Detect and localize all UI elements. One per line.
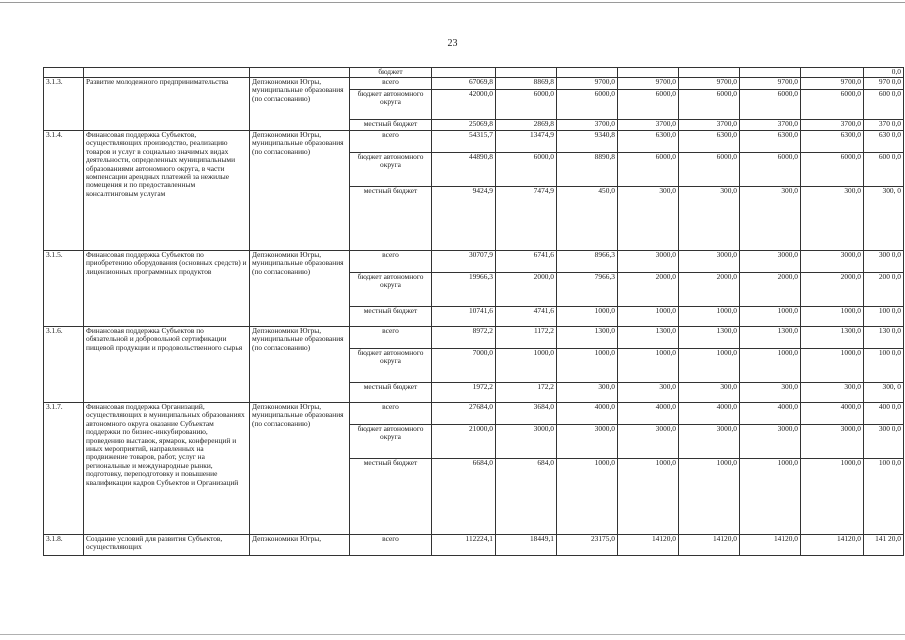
- value-cell: 300,0: [801, 383, 864, 403]
- value-cell: 23175,0: [557, 535, 618, 556]
- value-cell: 6000,0: [679, 153, 740, 187]
- value-cell: 14120,0: [740, 535, 801, 556]
- value-cell: 3000,0: [557, 425, 618, 459]
- item-executor: Депэкономики Югры,: [250, 535, 350, 556]
- value-cell-last: 141 20,0: [864, 535, 904, 556]
- value-cell: 3000,0: [801, 251, 864, 273]
- value-cell: 6000,0: [496, 90, 557, 120]
- value-cell: 1300,0: [801, 327, 864, 349]
- source-cell: всего: [350, 403, 432, 425]
- source-cell: бюджет автономного округа: [350, 90, 432, 120]
- value-cell: 1300,0: [557, 327, 618, 349]
- value-cell: 1000,0: [801, 459, 864, 535]
- source-cell: всего: [350, 78, 432, 90]
- value-cell: 172,2: [496, 383, 557, 403]
- item-name: Создание условий для развития Субъектов, осуществляющих: [84, 535, 250, 556]
- value-cell: 684,0: [496, 459, 557, 535]
- value-cell: 3000,0: [618, 251, 679, 273]
- value-cell: 300,0: [679, 187, 740, 251]
- value-cell: 3700,0: [801, 120, 864, 131]
- value-cell: 1000,0: [557, 349, 618, 383]
- value-cell: 18449,1: [496, 535, 557, 556]
- source-cell: всего: [350, 327, 432, 349]
- value-cell-last: 200 0,0: [864, 273, 904, 307]
- table-row: [44, 251, 904, 273]
- value-cell-last: 370 0,0: [864, 120, 904, 131]
- value-cell: 300,0: [679, 383, 740, 403]
- source-cell: местный бюджет: [350, 307, 432, 327]
- value-cell: 2000,0: [740, 273, 801, 307]
- value-cell: 1172,2: [496, 327, 557, 349]
- value-cell: 7474,9: [496, 187, 557, 251]
- value-cell: 3000,0: [618, 425, 679, 459]
- item-number: 3.1.7.: [44, 403, 84, 535]
- item-name: Финансовая поддержка Организаций, осуществляющих в муниципальных образованиях автономного округа оказание Субъектам поддержки по бизнес-инкубированию, проведению выставок, ярмарок, конференций и иных мероприятий, направленных на продвижение товаров, работ, услуг на региональные и международные рынки, подготовку, переподготовку и повышение квалификации кадров Субъектов и Организаций: [84, 403, 250, 535]
- value-cell: 2000,0: [801, 273, 864, 307]
- value-cell: 9700,0: [801, 78, 864, 90]
- item-executor: Депэкономики Югры, муниципальные образования (по согласованию): [250, 251, 350, 327]
- item-number: 3.1.8.: [44, 535, 84, 556]
- value-cell: 2869,8: [496, 120, 557, 131]
- page-number: 23: [447, 38, 458, 49]
- value-cell-last: 300, 0: [864, 187, 904, 251]
- scan-edge-bottom: [0, 634, 905, 635]
- value-cell: 6000,0: [679, 90, 740, 120]
- value-cell: 13474,9: [496, 131, 557, 153]
- item-number: 3.1.6.: [44, 327, 84, 403]
- value-cell: 3700,0: [557, 120, 618, 131]
- value-cell: 14120,0: [618, 535, 679, 556]
- value-cell: 2000,0: [618, 273, 679, 307]
- value-cell: 67069,8: [432, 78, 496, 90]
- value-cell: 1000,0: [618, 349, 679, 383]
- value-cell: 3000,0: [496, 425, 557, 459]
- value-cell: 1000,0: [557, 459, 618, 535]
- value-cell: 6000,0: [496, 153, 557, 187]
- item-executor: Депэкономики Югры, муниципальные образования (по согласованию): [250, 327, 350, 403]
- value-cell: 6000,0: [557, 90, 618, 120]
- value-cell: 9700,0: [679, 78, 740, 90]
- value-cell-last: 100 0,0: [864, 459, 904, 535]
- value-cell: 4000,0: [740, 403, 801, 425]
- value-cell: 1300,0: [679, 327, 740, 349]
- source-cell: бюджет автономного округа: [350, 349, 432, 383]
- value-cell: 300,0: [801, 187, 864, 251]
- value-cell: 1000,0: [801, 307, 864, 327]
- value-cell: 9700,0: [557, 78, 618, 90]
- value-cell: 1000,0: [618, 307, 679, 327]
- source-cell: бюджет: [350, 68, 432, 78]
- value-cell: 30707,9: [432, 251, 496, 273]
- value-cell: 300,0: [740, 383, 801, 403]
- value-cell: 6000,0: [618, 153, 679, 187]
- item-name: Финансовая поддержка Субъектов по обязательной и добровольной сертификации пищевой продукции и продовольственного сырья: [84, 327, 250, 403]
- value-cell: 1300,0: [618, 327, 679, 349]
- value-cell: 300,0: [618, 383, 679, 403]
- value-cell: 1000,0: [801, 349, 864, 383]
- value-cell: 1000,0: [740, 307, 801, 327]
- value-cell-last: 100 0,0: [864, 307, 904, 327]
- item-executor: Депэкономики Югры, муниципальные образования (по согласованию): [250, 131, 350, 251]
- table-row: [44, 327, 904, 349]
- table-row: [44, 535, 904, 556]
- table-row: [44, 131, 904, 153]
- value-cell: 21000,0: [432, 425, 496, 459]
- source-cell: бюджет автономного округа: [350, 425, 432, 459]
- value-cell: 6000,0: [740, 153, 801, 187]
- item-name: Финансовая поддержка Субъектов, осуществляющих производство, реализацию товаров и услуг в социально значимых видах деятельности, определенных муниципальными образованиями автономного округа, в части компенсации арендных платежей за нежилые помещения и по предоставленным консалтинговым услугам: [84, 131, 250, 251]
- table-row: [44, 78, 904, 90]
- value-cell: 25069,8: [432, 120, 496, 131]
- item-name: Финансовая поддержка Субъектов по приобретению оборудования (основных средств) и лицензионных программных продуктов: [84, 251, 250, 327]
- source-cell: бюджет автономного округа: [350, 273, 432, 307]
- value-cell-last: 130 0,0: [864, 327, 904, 349]
- value-cell: 54315,7: [432, 131, 496, 153]
- value-cell: 6741,6: [496, 251, 557, 273]
- value-cell: 112224,1: [432, 535, 496, 556]
- value-cell: 4000,0: [557, 403, 618, 425]
- value-cell: 6000,0: [801, 90, 864, 120]
- source-cell: местный бюджет: [350, 459, 432, 535]
- value-cell: 27684,0: [432, 403, 496, 425]
- value-cell: 1000,0: [740, 349, 801, 383]
- value-cell: 42000,0: [432, 90, 496, 120]
- partial-row: [44, 68, 904, 78]
- item-executor: Депэкономики Югры, муниципальные образования (по согласованию): [250, 78, 350, 131]
- value-cell: 8966,3: [557, 251, 618, 273]
- value-cell: 9424,9: [432, 187, 496, 251]
- value-cell: 8890,8: [557, 153, 618, 187]
- value-cell-last: 300 0,0: [864, 251, 904, 273]
- value-cell: 1000,0: [496, 349, 557, 383]
- value-cell: 3700,0: [740, 120, 801, 131]
- value-cell: 14120,0: [679, 535, 740, 556]
- value-cell-last: 0,0: [864, 68, 904, 78]
- value-cell-last: 600 0,0: [864, 90, 904, 120]
- value-cell: 3000,0: [740, 251, 801, 273]
- value-cell: 3684,0: [496, 403, 557, 425]
- value-cell-last: 970 0,0: [864, 78, 904, 90]
- value-cell: 2000,0: [496, 273, 557, 307]
- source-cell: местный бюджет: [350, 383, 432, 403]
- value-cell: 300,0: [557, 383, 618, 403]
- value-cell: 19966,3: [432, 273, 496, 307]
- value-cell: 6684,0: [432, 459, 496, 535]
- value-cell: 7966,3: [557, 273, 618, 307]
- value-cell: 3000,0: [679, 425, 740, 459]
- source-cell: бюджет автономного округа: [350, 153, 432, 187]
- value-cell: 4000,0: [801, 403, 864, 425]
- value-cell: 6300,0: [618, 131, 679, 153]
- source-cell: всего: [350, 535, 432, 556]
- value-cell: 6300,0: [679, 131, 740, 153]
- value-cell-last: 630 0,0: [864, 131, 904, 153]
- value-cell: 8869,8: [496, 78, 557, 90]
- value-cell: 8972,2: [432, 327, 496, 349]
- source-cell: местный бюджет: [350, 120, 432, 131]
- value-cell: 6000,0: [740, 90, 801, 120]
- value-cell: 450,0: [557, 187, 618, 251]
- value-cell: 2000,0: [679, 273, 740, 307]
- value-cell: 14120,0: [801, 535, 864, 556]
- value-cell: 1972,2: [432, 383, 496, 403]
- value-cell: 3000,0: [740, 425, 801, 459]
- value-cell: 1000,0: [679, 349, 740, 383]
- value-cell-last: 400 0,0: [864, 403, 904, 425]
- value-cell: 1000,0: [679, 459, 740, 535]
- source-cell: всего: [350, 131, 432, 153]
- value-cell: 3700,0: [618, 120, 679, 131]
- value-cell: 1000,0: [618, 459, 679, 535]
- value-cell-last: 600 0,0: [864, 153, 904, 187]
- value-cell-last: 300, 0: [864, 383, 904, 403]
- value-cell: 10741,6: [432, 307, 496, 327]
- scan-edge-top: [0, 2, 905, 3]
- item-number: 3.1.4.: [44, 131, 84, 251]
- item-executor: Депэкономики Югры, муниципальные образования (по согласованию): [250, 403, 350, 535]
- budget-table: [43, 67, 904, 556]
- value-cell: 1000,0: [679, 307, 740, 327]
- value-cell: 7000,0: [432, 349, 496, 383]
- value-cell-last: 100 0,0: [864, 349, 904, 383]
- value-cell: 9340,8: [557, 131, 618, 153]
- item-number: 3.1.5.: [44, 251, 84, 327]
- value-cell: 6300,0: [801, 131, 864, 153]
- value-cell: 6000,0: [801, 153, 864, 187]
- value-cell: 3000,0: [801, 425, 864, 459]
- value-cell: 44890,8: [432, 153, 496, 187]
- value-cell: 6000,0: [618, 90, 679, 120]
- value-cell: 9700,0: [740, 78, 801, 90]
- source-cell: местный бюджет: [350, 187, 432, 251]
- value-cell: 9700,0: [618, 78, 679, 90]
- value-cell: 4000,0: [679, 403, 740, 425]
- value-cell: 3000,0: [679, 251, 740, 273]
- source-cell: всего: [350, 251, 432, 273]
- value-cell: 300,0: [740, 187, 801, 251]
- item-name: Развитие молодежного предпринимательства: [84, 78, 250, 131]
- table-row: [44, 403, 904, 425]
- value-cell: 300,0: [618, 187, 679, 251]
- value-cell: 3700,0: [679, 120, 740, 131]
- value-cell: 1000,0: [557, 307, 618, 327]
- value-cell: 1300,0: [740, 327, 801, 349]
- value-cell-last: 300 0,0: [864, 425, 904, 459]
- value-cell: 4741,6: [496, 307, 557, 327]
- value-cell: 1000,0: [740, 459, 801, 535]
- value-cell: 4000,0: [618, 403, 679, 425]
- item-number: 3.1.3.: [44, 78, 84, 131]
- value-cell: 6300,0: [740, 131, 801, 153]
